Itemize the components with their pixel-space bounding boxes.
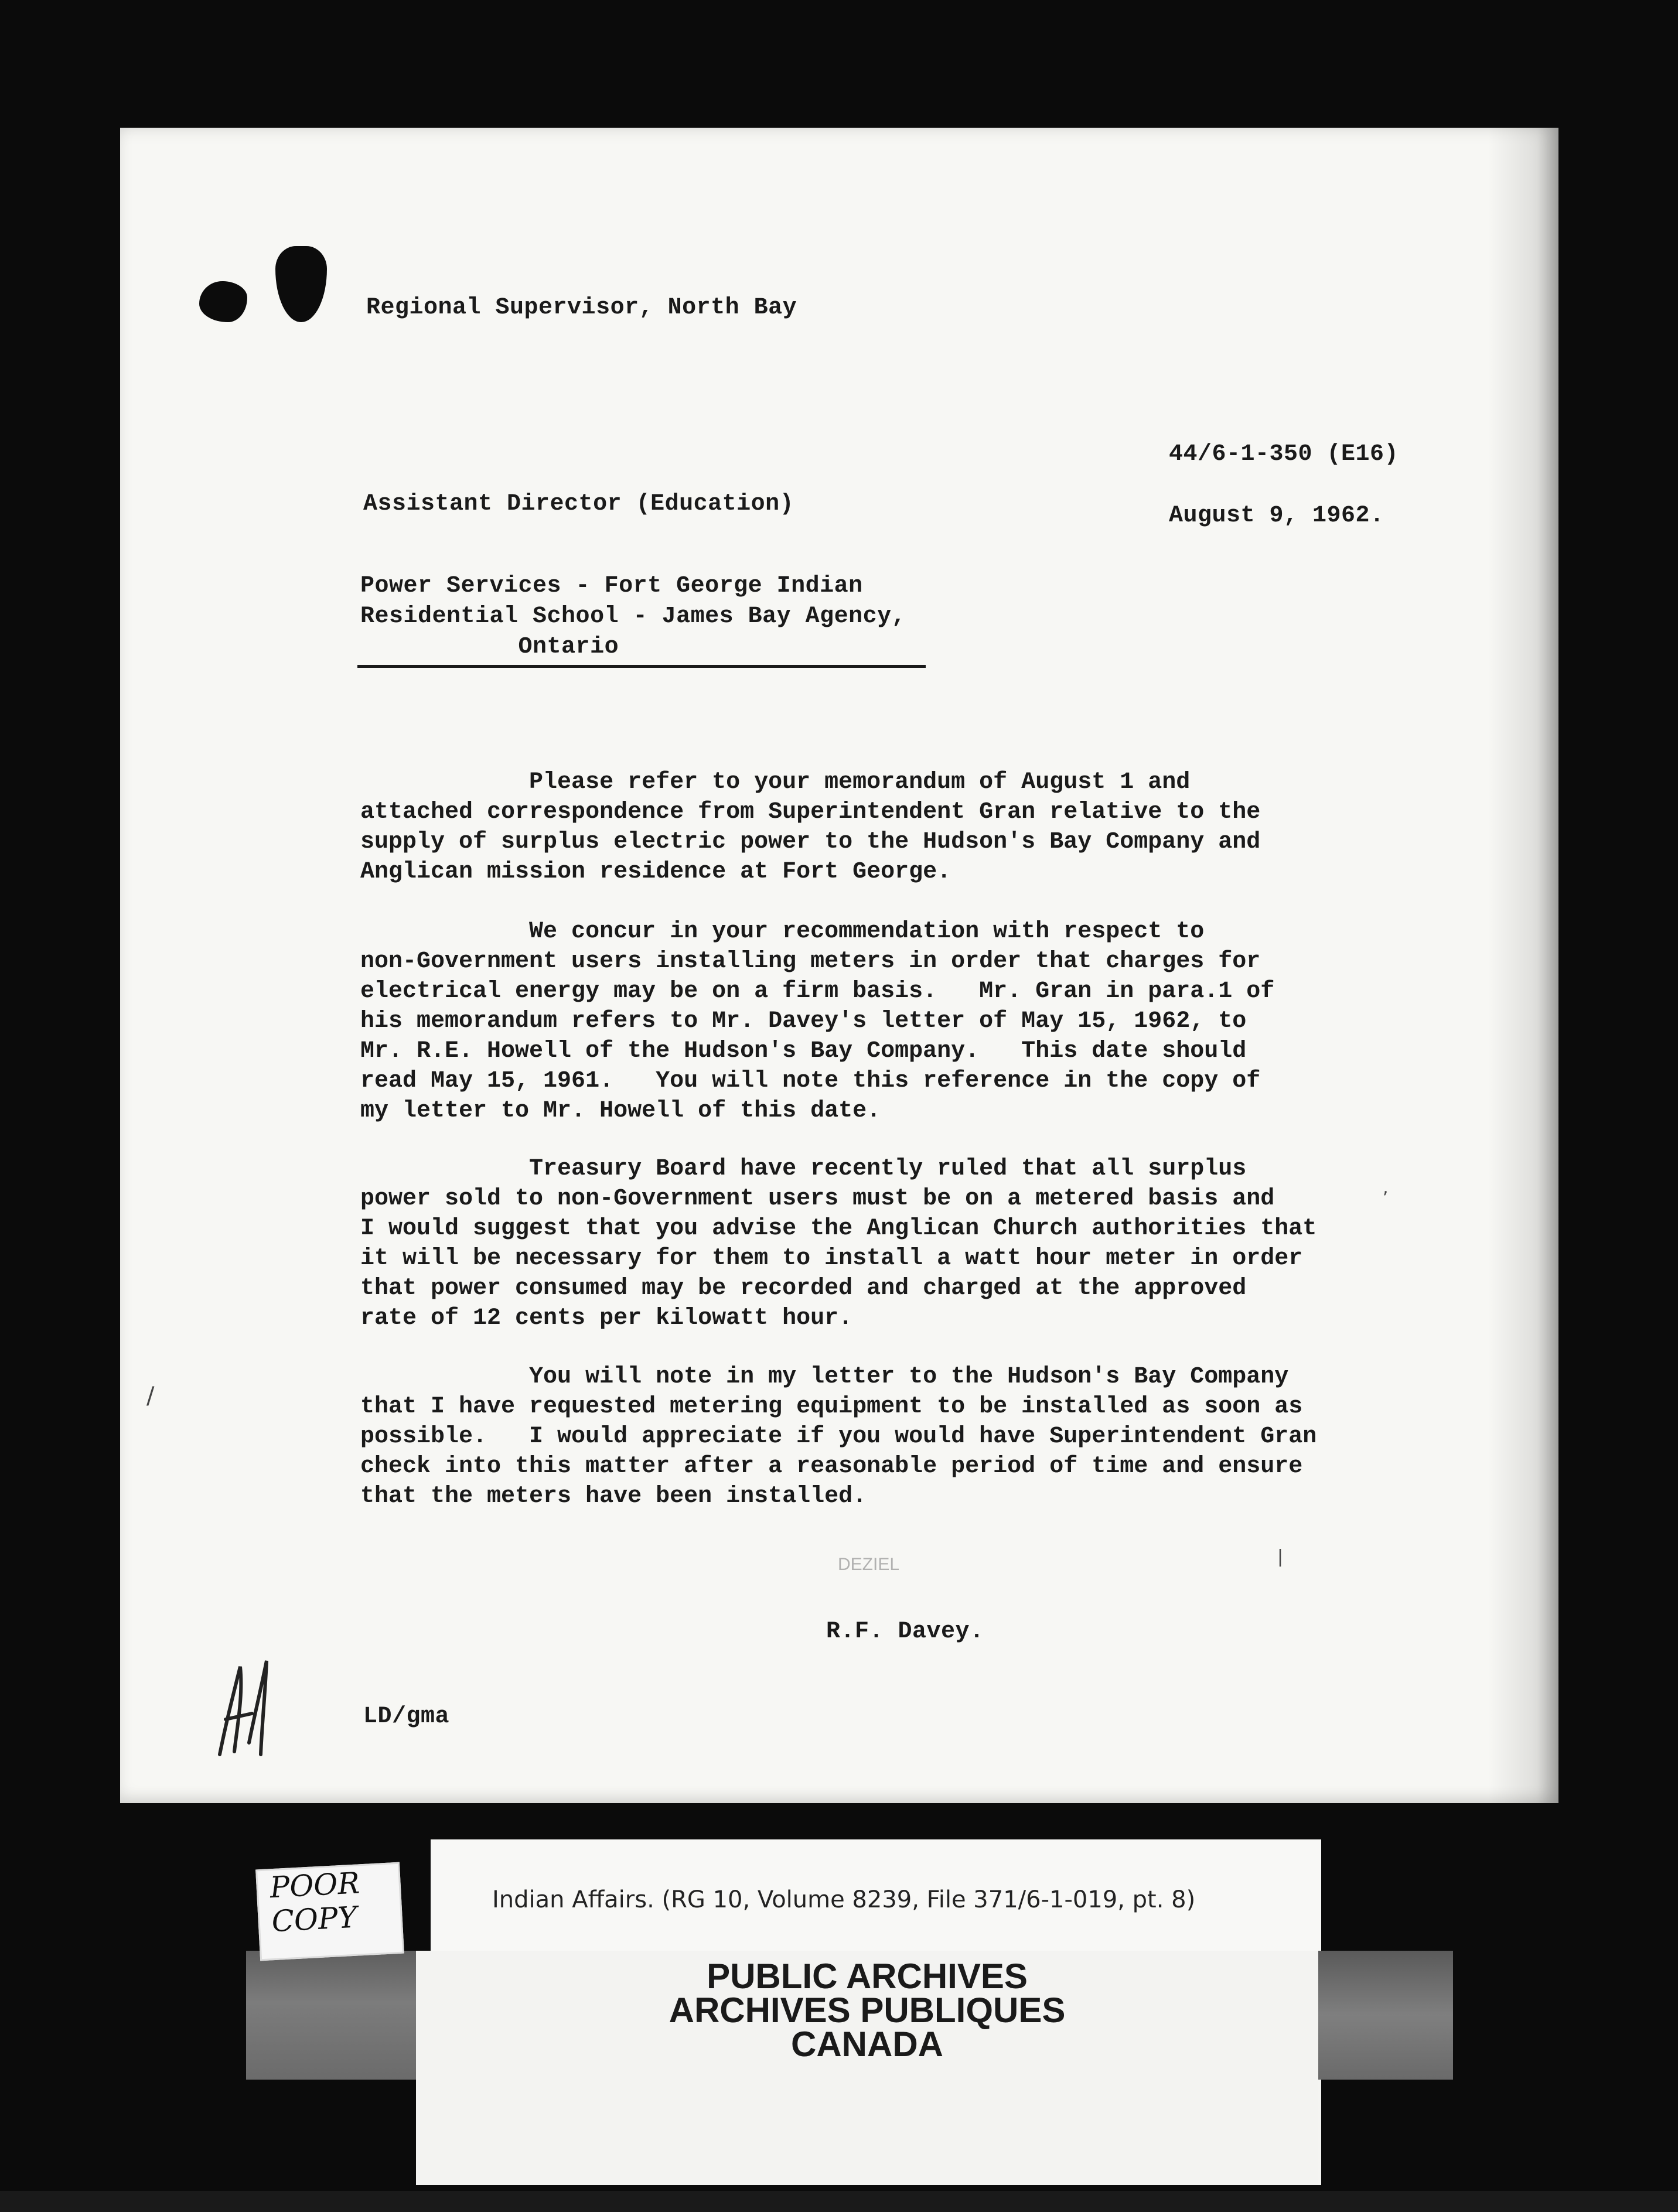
scan-bottom-edge (0, 2191, 1678, 2212)
memo-sender: Assistant Director (Education) (363, 491, 794, 517)
paragraph-2 (360, 917, 1415, 1126)
poor-copy-line: POOR (269, 1866, 361, 1905)
text-line: power sold to non-Government users must be on a metered basis and (360, 1186, 1275, 1212)
scan-mark: , (1383, 1177, 1389, 1198)
text-line: electrical energy may be on a firm basis. Mr. Gran in para.1 of (360, 978, 1275, 1005)
archive-citation: Indian Affairs. (RG 10, Volume 8239, File 371/6-1-019, pt. 8) (492, 1886, 1196, 1913)
faint-stamp: DEZIEL (838, 1555, 900, 1574)
text-line: possible. I would appreciate if you would have Superintendent Gran (360, 1424, 1317, 1450)
subject-line: Ontario (360, 634, 619, 660)
subject-underline (357, 665, 926, 668)
poor-copy-sticker (255, 1862, 404, 1961)
text-line: We concur in your recommendation with respect to (360, 919, 1205, 945)
label-backing-left (246, 1951, 416, 2080)
text-line: that the meters have been installed. (360, 1483, 867, 1510)
text-line: that power consumed may be recorded and charged at the approved (360, 1275, 1247, 1302)
text-line: it will be necessary for them to install a watt hour meter in order (360, 1245, 1303, 1272)
text-line: I would suggest that you advise the Anglican Church authorities that (360, 1216, 1317, 1242)
scan-mark: | (1277, 1547, 1284, 1567)
label-backing-right (1318, 1951, 1453, 2080)
text-line: rate of 12 cents per kilowatt hour. (360, 1305, 853, 1332)
memo-date: August 9, 1962. (1169, 503, 1384, 529)
text-line: my letter to Mr. Howell of this date. (360, 1098, 881, 1124)
text-line: Please refer to your memorandum of August 1 and (360, 769, 1191, 796)
handwritten-initials (208, 1655, 278, 1760)
file-reference: 44/6-1-350 (E16) (1169, 441, 1399, 467)
poor-copy-line: COPY (271, 1900, 358, 1939)
public-archives-stamp (416, 1957, 1318, 2064)
text-line: that I have requested metering equipment to be installed as soon as (360, 1394, 1303, 1420)
archives-line: PUBLIC ARCHIVES (707, 1957, 1028, 1996)
archives-line: ARCHIVES PUBLIQUES (669, 1991, 1066, 2030)
text-line: Treasury Board have recently ruled that all surplus (360, 1156, 1247, 1182)
text-line: his memorandum refers to Mr. Davey's letter of May 15, 1962, to (360, 1008, 1247, 1035)
subject-line: Power Services - Fort George Indian (360, 573, 863, 599)
text-line: Mr. R.E. Howell of the Hudson's Bay Company. This date should (360, 1038, 1247, 1064)
paragraph-1 (360, 767, 1415, 887)
text-line: read May 15, 1961. You will note this reference in the copy of (360, 1068, 1261, 1094)
text-line: Anglican mission residence at Fort George. (360, 859, 951, 885)
text-line: check into this matter after a reasonable period of time and ensure (360, 1453, 1303, 1480)
signature-name: R.F. Davey. (826, 1619, 984, 1645)
memo-recipient: Regional Supervisor, North Bay (366, 295, 797, 321)
page-edge-shadow (1488, 128, 1558, 1803)
paragraph-3 (360, 1154, 1415, 1333)
text-line: supply of surplus electric power to the Hudson's Bay Company and (360, 829, 1261, 855)
text-line: attached correspondence from Superintendent Gran relative to the (360, 799, 1261, 825)
archives-line: CANADA (791, 2025, 943, 2064)
subject-line: Residential School - James Bay Agency, (360, 603, 906, 630)
text-line: You will note in my letter to the Hudson's Bay Company (360, 1364, 1289, 1390)
paragraph-4 (360, 1362, 1415, 1511)
scan-mark: / (146, 1383, 155, 1409)
typist-initials: LD/gma (363, 1704, 450, 1730)
ink-blot (199, 281, 247, 322)
text-line: non-Government users installing meters in order that charges for (360, 948, 1261, 975)
